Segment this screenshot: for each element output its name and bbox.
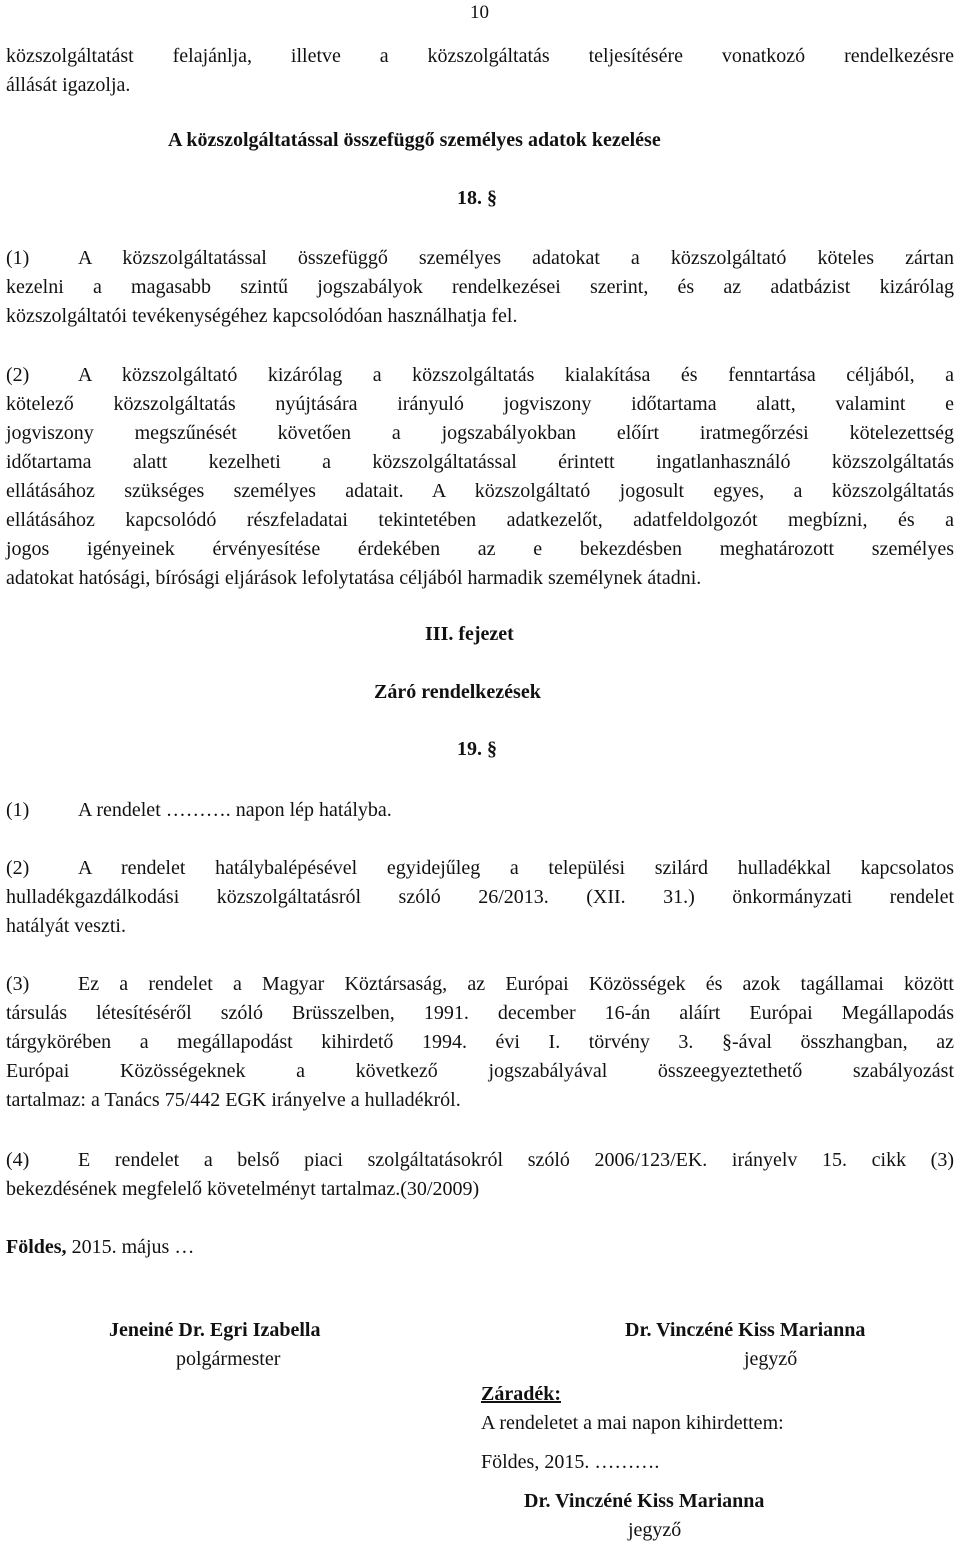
- paragraph-line: adatokat hatósági, bírósági eljárások lefolytatása céljából harmadik személynek átadni.: [6, 567, 702, 589]
- paragraph-line: [6, 361, 954, 390]
- notary-title: jegyző: [744, 1348, 798, 1370]
- paragraph-number: (2): [6, 364, 30, 386]
- paragraph-line: tartalmaz: a Tanács 75/442 EGK irányelve a hulladékról.: [6, 1089, 461, 1111]
- paragraph-line: [6, 854, 954, 883]
- paragraph-number: (2): [6, 857, 30, 879]
- section-19-title: 19. §: [457, 738, 497, 760]
- clause-signer-name: Dr. Vinczéné Kiss Marianna: [524, 1490, 765, 1512]
- paragraph-line: hulladékgazdálkodási közszolgáltatásról szóló 26/2013. (XII. 31.) önkormányzati rendelet: [6, 886, 954, 908]
- place-date: [6, 1233, 194, 1262]
- sec19-paragraph-4: [6, 1146, 954, 1204]
- intro-paragraph: [6, 42, 954, 100]
- paragraph-text: A rendelet ………. napon lép hatályba.: [78, 799, 392, 821]
- paragraph-text: Ez a rendelet a Magyar Köztársaság, az Európai Közösségek és azok tagállamai között: [78, 973, 954, 995]
- paragraph-line: tárgykörében a megállapodást kihirdető 1994. évi I. törvény 3. §-ával összhangban, az: [6, 1031, 954, 1053]
- paragraph-text: E rendelet a belső piaci szolgáltatásokról szóló 2006/123/EK. irányelv 15. cikk (3): [78, 1149, 954, 1171]
- paragraph-number: (3): [6, 973, 30, 995]
- paragraph-number: (1): [6, 799, 30, 821]
- place-name: Földes,: [6, 1236, 67, 1258]
- intro-line: közszolgáltatást felajánlja, illetve a közszolgáltatás teljesítésére vonatkozó rendelkezésre: [6, 45, 954, 67]
- paragraph-line: Európai Közösségeknek a következő jogszabályával összeegyeztethető szabályozást: [6, 1060, 954, 1082]
- page-number: 10: [470, 2, 489, 23]
- sec19-paragraph-3: [6, 970, 954, 1115]
- paragraph-line: [6, 970, 954, 999]
- paragraph-line: kötelező közszolgáltatás nyújtására irányuló jogviszony időtartama alatt, valamint e: [6, 393, 954, 415]
- paragraph-number: (1): [6, 247, 30, 269]
- sec18-paragraph-2: [6, 361, 954, 593]
- paragraph-number: (4): [6, 1149, 30, 1171]
- clause-signer-title: jegyző: [628, 1519, 682, 1541]
- paragraph-text: A közszolgáltatással összefüggő személyes adatokat a közszolgáltató köteles zártan: [78, 247, 954, 269]
- chapter-title: III. fejezet: [425, 623, 514, 645]
- date-text: 2015. május …: [66, 1236, 195, 1258]
- mayor-name: Jeneiné Dr. Egri Izabella: [109, 1319, 321, 1341]
- paragraph-line: jogos igényeinek érvényesítése érdekében az e bekezdésben meghatározott személyes: [6, 538, 954, 560]
- clause-date: Földes, 2015. ……….: [481, 1451, 660, 1473]
- paragraph-line: társulás létesítéséről szóló Brüsszelben, 1991. december 16-án aláírt Európai Megállapodás: [6, 1002, 954, 1024]
- paragraph-line: időtartama alatt kezelheti a közszolgáltatással érintett ingatlanhasználó közszolgáltatás: [6, 451, 954, 473]
- paragraph-line: hatályát veszti.: [6, 915, 126, 937]
- paragraph-text: A közszolgáltató kizárólag a közszolgáltatás kialakítása és fenntartása céljából, a: [78, 364, 954, 386]
- notary-name: Dr. Vinczéné Kiss Marianna: [625, 1319, 866, 1341]
- paragraph-line: közszolgáltatói tevékenységéhez kapcsolódóan használhatja fel.: [6, 305, 518, 327]
- intro-line: állását igazolja.: [6, 74, 131, 96]
- clause-label-text: Záradék:: [481, 1383, 561, 1405]
- paragraph-line: kezelni a magasabb szintű jogszabályok rendelkezései szerint, és az adatbázist kizárólag: [6, 276, 954, 298]
- sec19-paragraph-2: [6, 854, 954, 941]
- section-heading: A közszolgáltatással összefüggő személyes adatok kezelése: [168, 129, 661, 151]
- chapter-subtitle: Záró rendelkezések: [374, 681, 541, 703]
- paragraph-text: A rendelet hatálybalépésével egyidejűleg a települési szilárd hulladékkal kapcsolatos: [78, 857, 954, 879]
- paragraph-line: ellátásához szükséges személyes adatait. A közszolgáltató jogosult egyes, a közszolgáltatás: [6, 480, 954, 502]
- sec18-paragraph-1: [6, 244, 954, 331]
- paragraph-line: [6, 1146, 954, 1175]
- paragraph-line: jogviszony megszűnését követően a jogszabályokban előírt iratmegőrzési kötelezettség: [6, 422, 954, 444]
- section-18-title: 18. §: [457, 187, 497, 209]
- clause-text: A rendeletet a mai napon kihirdettem:: [481, 1412, 784, 1434]
- mayor-title: polgármester: [176, 1348, 281, 1370]
- paragraph-line: bekezdésének megfelelő követelményt tartalmaz.(30/2009): [6, 1178, 480, 1200]
- paragraph-line: [6, 244, 954, 273]
- sec19-paragraph-1: [6, 796, 392, 825]
- clause-label: [481, 1383, 561, 1406]
- paragraph-line: ellátásához kapcsolódó részfeladatai tekintetében adatkezelőt, adatfeldolgozót megbízni, és a: [6, 509, 954, 531]
